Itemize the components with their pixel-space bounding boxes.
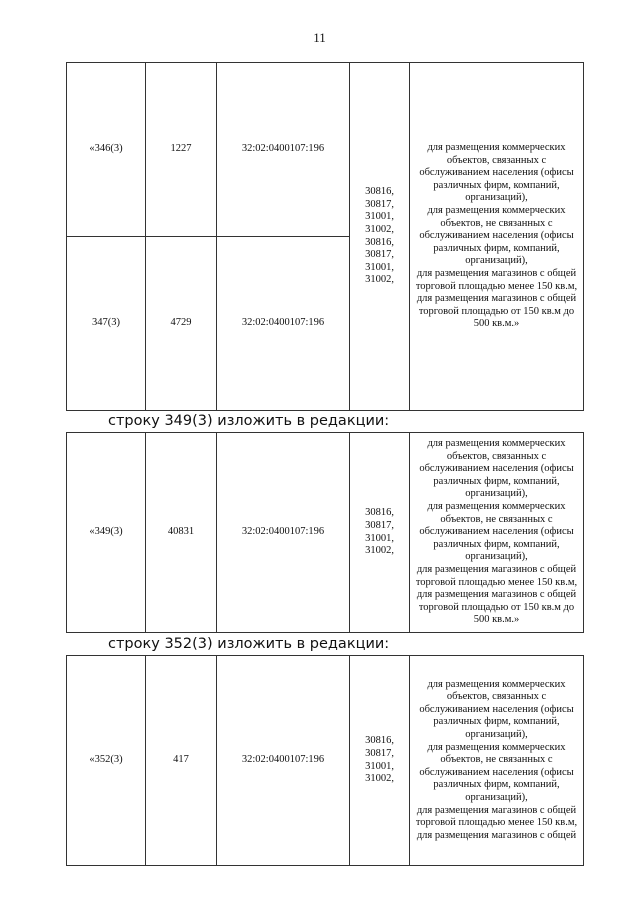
use-code: 30816, — [365, 735, 394, 747]
use-line: организаций), — [465, 192, 528, 204]
use-line: для размещения магазинов с общей — [416, 563, 577, 575]
row-number: «349(3) — [67, 433, 146, 633]
use-line: торговой площадью менее 150 кв.м, — [415, 576, 578, 588]
use-line: обслуживанием населения (офисы — [419, 526, 574, 538]
use-line: различных фирм, компаний, — [433, 779, 560, 791]
use-code: 31001, — [365, 532, 394, 544]
permitted-use-cell — [410, 656, 584, 866]
use-code: 31002, — [365, 223, 394, 235]
area-cell: 1227 — [146, 63, 217, 237]
use-line: для размещения коммерческих — [427, 741, 566, 753]
use-code: 30817, — [365, 249, 394, 261]
land-table-352 — [66, 655, 584, 866]
instruction-349: строку 349(3) изложить в редакции: — [108, 413, 390, 429]
use-code: 30816, — [365, 236, 394, 248]
use-line: обслуживанием населения (офисы — [419, 167, 574, 179]
use-line: обслуживанием населения (офисы — [419, 703, 574, 715]
use-line: торговой площадью менее 150 кв.м, — [415, 817, 578, 829]
use-line: обслуживанием населения (офисы — [419, 766, 574, 778]
area-cell: 4729 — [146, 237, 217, 411]
use-line: объектов, не связанных с — [440, 217, 553, 229]
use-code: 31002, — [365, 773, 394, 785]
use-line: организаций), — [465, 551, 528, 563]
use-line: объектов, не связанных с — [440, 513, 553, 525]
use-line: различных фирм, компаний, — [433, 242, 560, 254]
use-code: 30816, — [365, 507, 394, 519]
area-cell: 40831 — [146, 433, 217, 633]
use-line: различных фирм, компаний, — [433, 179, 560, 191]
use-line: торговой площадью менее 150 кв.м, — [415, 280, 578, 292]
cadastral-number-cell: 32:02:0400107:196 — [217, 433, 350, 633]
use-code: 31001, — [365, 211, 394, 223]
use-line: для размещения магазинов с общей — [416, 589, 577, 601]
use-code: 30816, — [365, 186, 394, 198]
use-line: объектов, связанных с — [446, 691, 547, 703]
use-line: различных фирм, компаний, — [433, 538, 560, 550]
use-line: для размещения магазинов с общей — [416, 829, 577, 841]
use-line: торговой площадью от 150 кв.м до — [418, 601, 575, 613]
use-code: 31002, — [365, 545, 394, 557]
use-line: объектов, связанных с — [446, 450, 547, 462]
use-line: для размещения коммерческих — [427, 501, 566, 513]
cadastral-number-cell: 32:02:0400107:196 — [217, 656, 350, 866]
use-line: для размещения коммерческих — [427, 142, 566, 154]
use-line: различных фирм, компаний, — [433, 716, 560, 728]
page-number: 11 — [313, 30, 326, 45]
row-number: 347(3) — [67, 237, 146, 411]
use-code: 30817, — [365, 747, 394, 759]
use-line: торговой площадью от 150 кв.м до — [418, 305, 575, 317]
use-line: обслуживанием населения (офисы — [419, 463, 574, 475]
use-line: для размещения магазинов с общей — [416, 804, 577, 816]
row-number: «352(3) — [67, 656, 146, 866]
use-line: для размещения коммерческих — [427, 205, 566, 217]
use-code: 31002, — [365, 274, 394, 286]
cadastral-number-cell: 32:02:0400107:196 — [217, 237, 350, 411]
cadastral-number-cell: 32:02:0400107:196 — [217, 63, 350, 237]
use-line: для размещения магазинов с общей — [416, 293, 577, 305]
use-line: организаций), — [465, 791, 528, 803]
instruction-352: строку 352(3) изложить в редакции: — [108, 636, 390, 652]
use-line: обслуживанием населения (офисы — [419, 230, 574, 242]
use-code: 31001, — [365, 261, 394, 273]
use-code: 30817, — [365, 198, 394, 210]
table-row — [67, 656, 584, 866]
use-line: организаций), — [465, 729, 528, 741]
use-line: 500 кв.м.» — [473, 318, 520, 330]
use-line: различных фирм, компаний, — [433, 475, 560, 487]
use-code: 30817, — [365, 519, 394, 531]
use-line: объектов, связанных с — [446, 154, 547, 166]
area-cell: 417 — [146, 656, 217, 866]
use-line: для размещения коммерческих — [427, 438, 566, 450]
row-number: «346(3) — [67, 63, 146, 237]
use-code: 31001, — [365, 760, 394, 772]
use-line: для размещения коммерческих — [427, 678, 566, 690]
use-line: организаций), — [465, 255, 528, 267]
use-line: организаций), — [465, 488, 528, 500]
use-line: 500 кв.м.» — [473, 614, 520, 626]
use-line: для размещения магазинов с общей — [416, 267, 577, 279]
use-line: объектов, не связанных с — [440, 754, 553, 766]
codes-cell — [350, 656, 410, 866]
